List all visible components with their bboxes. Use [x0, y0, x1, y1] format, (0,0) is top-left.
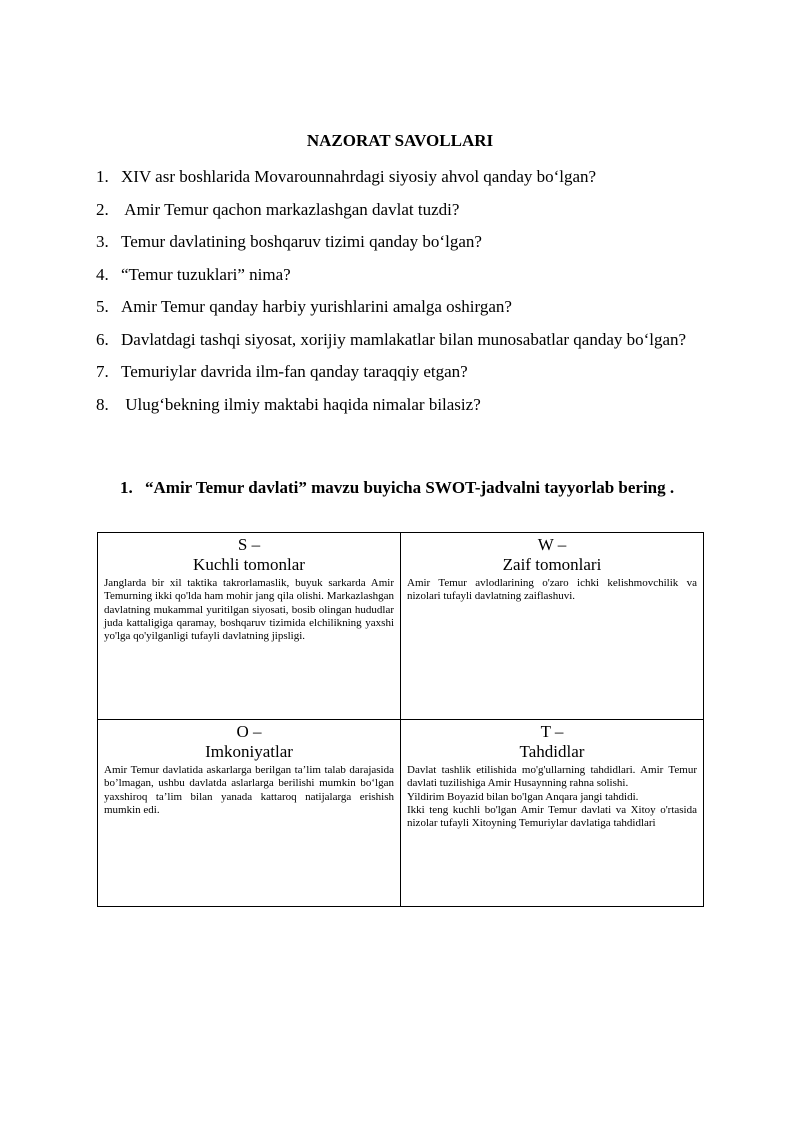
question-item	[96, 291, 704, 324]
question-text: Temur davlatining boshqaruv tizimi qanday bo‘lgan?	[121, 232, 482, 251]
swot-paragraph: Amir Temur avlodlarining o'zaro ichki kelishmovchilik va nizolari tufayli davlatning zaiflashuvi.	[407, 577, 697, 603]
question-text: Ulug‘bekning ilmiy maktabi haqida nimalar bilasiz?	[121, 394, 481, 414]
task-heading	[120, 476, 704, 500]
question-number: 4.	[96, 264, 109, 284]
question-number: 5.	[96, 297, 109, 316]
swot-cell-threats	[401, 720, 704, 907]
question-item	[96, 226, 704, 259]
question-item	[96, 259, 704, 292]
question-number: 7.	[96, 362, 109, 381]
swot-heading: Tahdidlar	[519, 742, 585, 761]
question-text: “Temur tuzuklari” nima?	[121, 264, 291, 284]
question-text: Davlatdagi tashqi siyosat, xorijiy mamlakatlar bilan munosabatlar qanday bo‘lgan?	[121, 329, 687, 349]
swot-paragraph: Janglarda bir xil taktika takrorlamaslik, buyuk sarkarda Amir Temurning ikki qo'lda ham mohir jang qila olishi. Markazlashgan davlatning mukammal yuritilgan siyosati, bosib olingan hududlar juda kattaligiga qaramay, boshqaruv tizimida elchilikning yaxshi yo'lga qo'yilganligi tufayli davlatning jipsligi.	[104, 577, 394, 643]
question-text: Temuriylar davrida ilm-fan qanday taraqqiy etgan?	[121, 362, 468, 381]
swot-body	[104, 764, 394, 817]
swot-cell-opportunities	[98, 720, 401, 907]
swot-table	[97, 532, 704, 907]
question-number: 6.	[96, 329, 109, 349]
question-text: Amir Temur qanday harbiy yurishlarini amalga oshirgan?	[121, 297, 512, 316]
question-number: 1.	[96, 167, 109, 186]
swot-paragraph: Yildirim Boyazid bilan bo'lgan Anqara jangi tahdidi.	[407, 790, 639, 803]
swot-cell-strengths	[98, 533, 401, 720]
swot-row	[98, 533, 704, 720]
page-title: NAZORAT SAVOLLARI	[306, 131, 494, 150]
question-item	[96, 389, 704, 422]
swot-letter: O –	[236, 722, 262, 741]
question-text: Amir Temur qachon markazlashgan davlat tuzdi?	[121, 199, 460, 219]
swot-letter: S –	[237, 535, 261, 554]
swot-heading: Kuchli tomonlar	[193, 555, 305, 574]
swot-heading: Imkoniyatlar	[205, 742, 293, 761]
swot-letter: T –	[540, 722, 564, 741]
swot-cell-weaknesses	[401, 533, 704, 720]
question-item	[96, 161, 704, 194]
swot-paragraph: Ikki teng kuchli bo'lgan Amir Temur davlati va Xitoy o'rtasida nizolar tufayli Xitoyning Temuriylar davlatiga tahdidlari	[407, 803, 697, 830]
swot-body	[407, 764, 697, 830]
question-item	[96, 194, 704, 227]
swot-body	[104, 577, 394, 643]
question-number: 8.	[96, 394, 109, 414]
task-text: “Amir Temur davlati” mavzu buyicha SWOT-jadvalni tayyorlab bering .	[145, 478, 675, 497]
swot-heading: Zaif tomonlari	[502, 555, 602, 574]
question-item	[96, 324, 704, 357]
task-number: 1.	[120, 478, 133, 497]
question-item	[96, 356, 704, 389]
question-number: 3.	[96, 232, 109, 251]
question-list	[96, 161, 704, 421]
swot-paragraph: Davlat tashlik etilishida mo'g'ullarning tahdidlari. Amir Temur davlati tuzilishiga Amir Husaynning rahna solishi.	[407, 764, 697, 790]
swot-letter: W –	[537, 535, 567, 554]
swot-row	[98, 720, 704, 907]
question-number: 2.	[96, 199, 109, 219]
swot-paragraph: Amir Temur davlatida askarlarga berilgan ta’lim talab darajasida bo’lmagan, ushbu davlatda aslarlarga berilishi mumkin bo‘lgan yaxshiroq ta’lim bilan yanada kattaroq natijalarga erishish mumkin edi.	[104, 764, 394, 816]
question-text: XIV asr boshlarida Movarounnahrdagi siyosiy ahvol qanday bo‘lgan?	[121, 167, 597, 186]
swot-body	[407, 577, 697, 604]
